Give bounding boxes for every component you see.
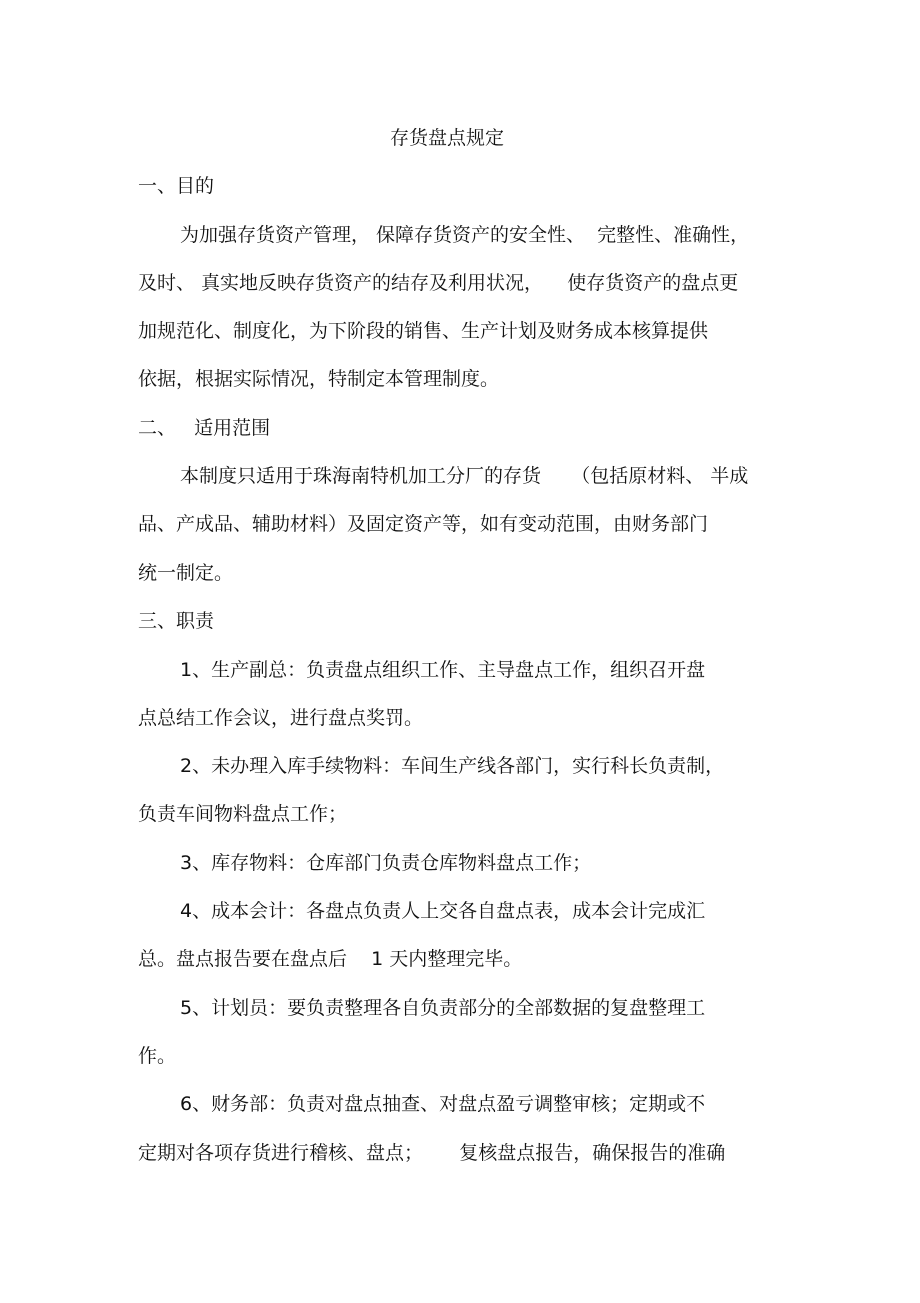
paragraph-line: 统一制定。 — [138, 562, 234, 584]
duty-item-line: 3、库存物料：仓库部门负责仓库物料盘点工作； — [180, 852, 592, 874]
document-title: 存货盘点规定 — [390, 127, 505, 149]
duty-item-line: 点总结工作会议，进行盘点奖罚。 — [138, 707, 424, 729]
duty-item-line: 5、计划员：要负责整理各自负责部分的全部数据的复盘整理工 — [180, 997, 706, 1019]
section-heading-scope: 二、 适用范围 — [138, 417, 271, 439]
section-heading-purpose: 一、目的 — [138, 175, 215, 197]
section-heading-duties: 三、职责 — [138, 610, 215, 632]
duty-item-line: 1、生产副总：负责盘点组织工作、主导盘点工作，组织召开盘 — [180, 659, 706, 681]
duty-item-line: 6、财务部：负责对盘点抽查、对盘点盈亏调整审核；定期或不 — [180, 1093, 706, 1115]
paragraph-line: 品、产成品、辅助材料）及固定资产等，如有变动范围，由财务部门 — [138, 513, 709, 535]
paragraph-line: 加规范化、制度化，为下阶段的销售、生产计划及财务成本核算提供 — [138, 320, 709, 342]
duty-item-line: 2、未办理入库手续物料：车间生产线各部门，实行科长负责制， — [180, 755, 725, 777]
duty-item-line: 总。盘点报告要在盘点后 1 天内整理完毕。 — [138, 948, 523, 970]
paragraph-line: 为加强存货资产管理， 保障存货资产的安全性、 完整性、准确性， — [180, 224, 750, 246]
paragraph-line: 依据，根据实际情况，特制定本管理制度。 — [138, 368, 500, 390]
duty-item-line: 作。 — [138, 1045, 177, 1067]
duty-item-line: 定期对各项存货进行稽核、盘点； 复核盘点报告，确保报告的准确 — [138, 1142, 726, 1164]
paragraph-line: 本制度只适用于珠海南特机加工分厂的存货 （包括原材料、 半成 — [180, 465, 749, 487]
duty-item-line: 4、成本会计：各盘点负责人上交各自盘点表，成本会计完成汇 — [180, 900, 706, 922]
paragraph-line: 及时、 真实地反映存货资产的结存及利用状况， 使存货资产的盘点更 — [138, 272, 739, 294]
duty-item-line: 负责车间物料盘点工作； — [138, 803, 348, 825]
